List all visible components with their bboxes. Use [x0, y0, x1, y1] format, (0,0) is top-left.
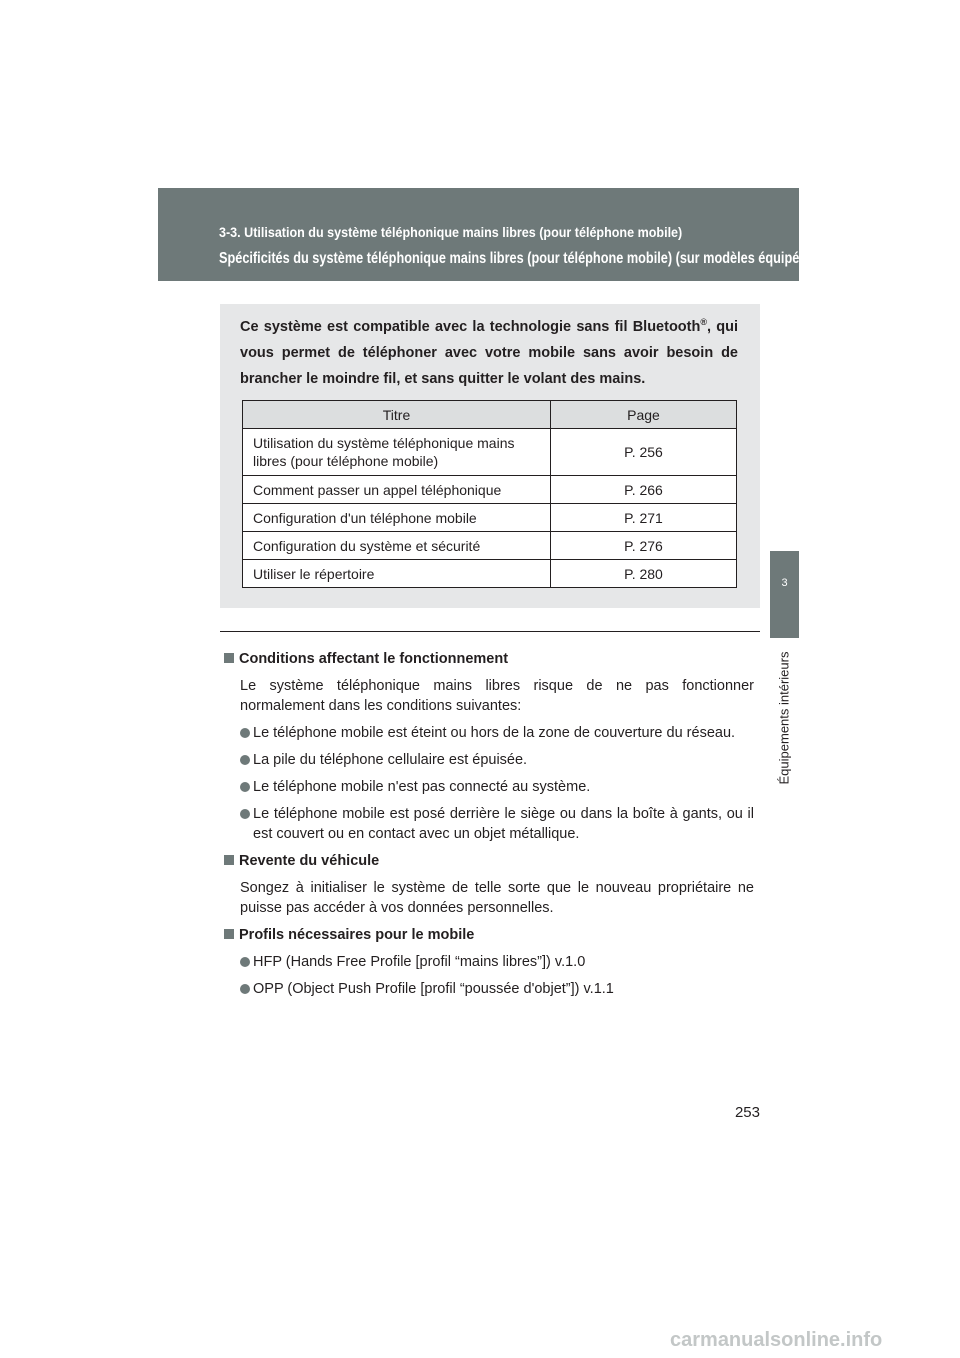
- square-bullet-icon: [224, 653, 234, 663]
- table-row: [243, 532, 737, 560]
- list-item: HFP (Hands Free Profile [profil “mains libres”]) v.1.0: [253, 952, 754, 972]
- registered-mark: ®: [700, 317, 707, 328]
- list-item: Le téléphone mobile est posé derrière le siège ou dans la boîte à gants, ou il est couvert ou en contact avec un objet métallique.: [253, 804, 754, 844]
- table-row: [243, 476, 737, 504]
- circle-bullet-icon: [240, 728, 250, 738]
- intro-box: [220, 304, 760, 608]
- table-header-page: Page: [551, 401, 737, 429]
- intro-text: Ce système est compatible avec la technologie sans fil Bluetooth®, qui vous permet de téléphoner avec votre mobile sans avoir besoin de brancher le moindre fil, et sans quitter le volant des mains.: [240, 317, 738, 387]
- watermark: carmanualsonline.info: [670, 1329, 883, 1351]
- row-page: P. 266: [551, 476, 737, 504]
- row-page: P. 276: [551, 532, 737, 560]
- page-title: Spécificités du système téléphonique mains libres (pour téléphone mobile) (sur modèles équipés): [219, 250, 811, 267]
- table-row: [243, 504, 737, 532]
- row-title: Comment passer un appel téléphonique: [243, 476, 551, 504]
- circle-bullet-icon: [240, 755, 250, 765]
- circle-bullet-icon: [240, 809, 250, 819]
- row-title: Configuration d'un téléphone mobile: [243, 504, 551, 532]
- circle-bullet-icon: [240, 984, 250, 994]
- row-page: P. 256: [551, 429, 737, 476]
- table-header-title: Titre: [243, 401, 551, 429]
- chapter-number: 3: [781, 577, 788, 589]
- row-page: P. 271: [551, 504, 737, 532]
- page-number: 253: [734, 1104, 760, 1121]
- reference-table: [242, 400, 737, 588]
- body-content: [224, 649, 754, 1006]
- chapter-label: Équipements intérieurs: [776, 651, 792, 785]
- row-title: Configuration du système et sécurité: [243, 532, 551, 560]
- section-heading: Conditions affectant le fonctionnement: [224, 649, 754, 669]
- section-heading: Revente du véhicule: [224, 851, 754, 871]
- row-title: Utiliser le répertoire: [243, 560, 551, 588]
- circle-bullet-icon: [240, 782, 250, 792]
- section-heading: Profils nécessaires pour le mobile: [224, 925, 754, 945]
- circle-bullet-icon: [240, 957, 250, 967]
- square-bullet-icon: [224, 855, 234, 865]
- list-item: La pile du téléphone cellulaire est épuisée.: [253, 750, 754, 770]
- table-row: [243, 560, 737, 588]
- square-bullet-icon: [224, 929, 234, 939]
- list-item: OPP (Object Push Profile [profil “poussée d'objet”]) v.1.1: [253, 979, 754, 999]
- list-item: Le téléphone mobile est éteint ou hors de la zone de couverture du réseau.: [253, 723, 754, 743]
- list-item: Le téléphone mobile n'est pas connecté au système.: [253, 777, 754, 797]
- section-divider: [220, 631, 760, 632]
- row-title: Utilisation du système téléphonique mains libres (pour téléphone mobile): [243, 429, 551, 476]
- paragraph: Le système téléphonique mains libres risque de ne pas fonctionner normalement dans les conditions suivantes:: [240, 678, 754, 714]
- paragraph: Songez à initialiser le système de telle sorte que le nouveau propriétaire ne puisse pas accéder à vos données personnelles.: [240, 880, 754, 916]
- section-title: 3-3. Utilisation du système téléphonique mains libres (pour téléphone mobile): [219, 225, 683, 240]
- chapter-tab: [770, 551, 799, 638]
- row-page: P. 280: [551, 560, 737, 588]
- table-row: [243, 429, 737, 476]
